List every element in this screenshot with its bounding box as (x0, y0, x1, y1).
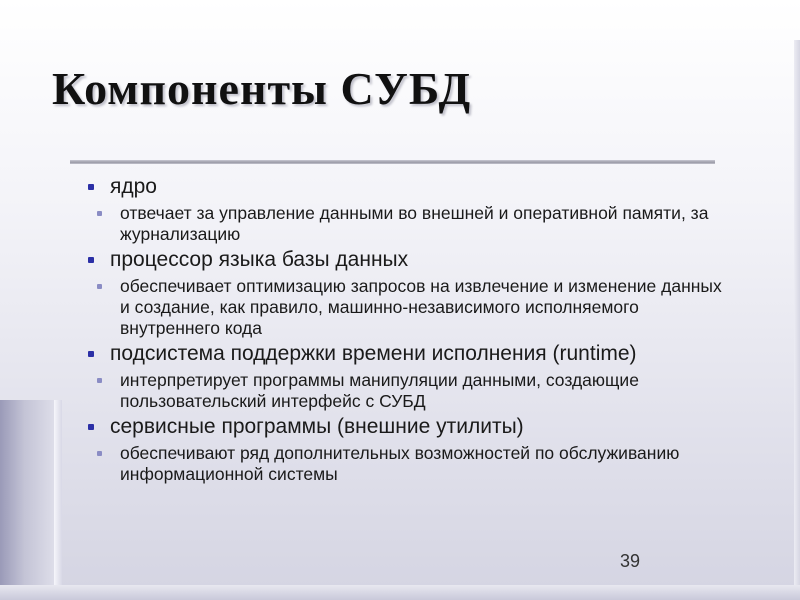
decorative-bottom-edge (0, 585, 800, 600)
decorative-right-edge (794, 40, 800, 600)
page-number: 39 (619, 551, 640, 571)
bullet-item-runtime (84, 342, 724, 366)
sub-bullet-text: интерпретирует программы манипуляции данными, создающие пользовательский интерфейс с СУБД (120, 370, 639, 411)
sub-bullet-text: отвечает за управление данными во внешней и оперативной памяти, за журнализацию (120, 203, 709, 244)
small-square-bullet-icon (97, 284, 102, 289)
sub-bullet-text: обеспечивает оптимизацию запросов на извлечение и изменение данных и создание, как правило, машинно-независимого исполняемого внутреннего кода (120, 276, 722, 338)
bullet-item-label: процессор языка базы данных (110, 248, 409, 271)
decorative-left-edge (0, 400, 62, 600)
slide-title: Компоненты СУБД (52, 63, 472, 114)
sub-bullet-item (84, 443, 724, 485)
bullet-item-core (84, 175, 724, 199)
square-bullet-icon (88, 257, 94, 263)
square-bullet-icon (88, 351, 94, 357)
square-bullet-icon (88, 184, 94, 190)
square-bullet-icon (88, 424, 94, 430)
sub-bullet-text: обеспечивают ряд дополнительных возможностей по обслуживанию информационной системы (120, 443, 680, 484)
bullet-item-label: подсистема поддержки времени исполнения (runtime) (110, 342, 637, 365)
small-square-bullet-icon (97, 211, 102, 216)
sub-bullet-item (84, 276, 724, 339)
bullet-item-utilities (84, 415, 724, 439)
bullet-item-language-processor (84, 248, 724, 272)
bullet-item-label: сервисные программы (внешние утилиты) (110, 415, 524, 438)
title-divider (70, 160, 715, 164)
bullet-list (84, 172, 724, 485)
bullet-item-label: ядро (110, 175, 157, 198)
small-square-bullet-icon (97, 451, 102, 456)
small-square-bullet-icon (97, 378, 102, 383)
sub-bullet-item (84, 203, 724, 245)
sub-bullet-item (84, 370, 724, 412)
